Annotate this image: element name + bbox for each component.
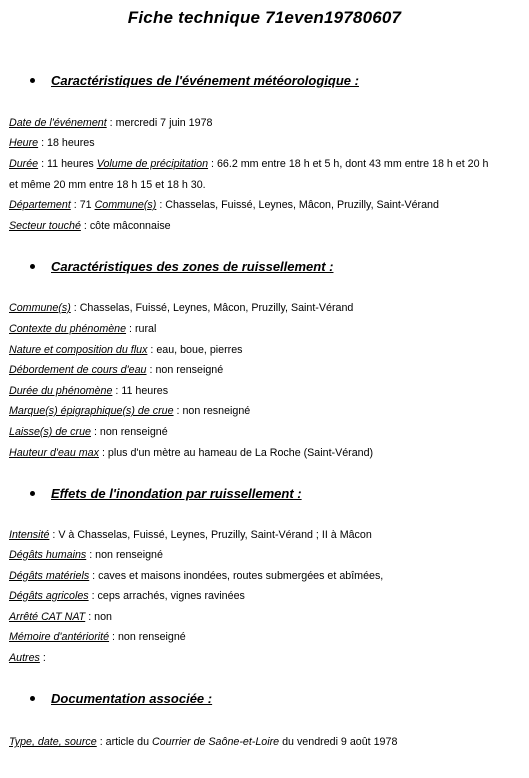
section-heading-evenement: Caractéristiques de l'événement météorologique : (30, 73, 359, 88)
row-degats-humains: Dégâts humains : non renseigné (9, 549, 163, 561)
bullet-icon (30, 78, 35, 83)
section-heading-zones: Caractéristiques des zones de ruissellement : (30, 259, 334, 274)
row-arrete: Arrêté CAT NAT : non (9, 611, 112, 623)
row-type-source: Type, date, source : article du Courrier de Saône-et-Loire du vendredi 9 août 1978 (9, 736, 398, 748)
row-heure: Heure : 18 heures (9, 137, 95, 149)
row-date: Date de l'événement : mercredi 7 juin 1978 (9, 117, 213, 129)
row-autres: Autres : (9, 652, 46, 664)
row-intensite: Intensité : V à Chasselas, Fuissé, Leynes, Pruzilly, Saint-Vérand ; II à Mâcon (9, 529, 372, 541)
row-nature: Nature et composition du flux : eau, boue, pierres (9, 344, 243, 356)
row-secteur: Secteur touché : côte mâconnaise (9, 220, 171, 232)
page-title: Fiche technique 71even19780607 (127, 8, 402, 27)
row-duree: Durée : 11 heures Volume de précipitation : 66.2 mm entre 18 h et 5 h, dont 43 mm entre 18 h et 20 h (9, 158, 489, 170)
section-heading-documentation: Documentation associée : (30, 691, 212, 706)
row-departement: Département : 71 Commune(s) : Chasselas, Fuissé, Leynes, Mâcon, Pruzilly, Saint-Vérand (9, 199, 439, 211)
row-communes: Commune(s) : Chasselas, Fuissé, Leynes, Mâcon, Pruzilly, Saint-Vérand (9, 302, 354, 314)
row-contexte: Contexte du phénomène : rural (9, 323, 157, 335)
row-memoire: Mémoire d'antériorité : non renseigné (9, 631, 186, 643)
row-degats-agricoles: Dégâts agricoles : ceps arrachés, vignes ravinées (9, 590, 245, 602)
row-duree-cont: et même 20 mm entre 18 h 15 et 18 h 30. (9, 179, 206, 191)
row-degats-materiels: Dégâts matériels : caves et maisons inondées, routes submergées et abîmées, (9, 570, 384, 582)
row-marques: Marque(s) épigraphique(s) de crue : non resneigné (9, 405, 251, 417)
row-laisses: Laisse(s) de crue : non renseigné (9, 426, 168, 438)
row-hauteur: Hauteur d'eau max : plus d'un mètre au hameau de La Roche (Saint-Vérand) (9, 447, 374, 459)
row-duree-phenomene: Durée du phénomène : 11 heures (9, 385, 169, 397)
bullet-icon (30, 264, 35, 269)
bullet-icon (30, 491, 35, 496)
bullet-icon (30, 696, 35, 701)
section-heading-effets: Effets de l'inondation par ruissellement : (30, 486, 302, 501)
row-debordement: Débordement de cours d'eau : non renseigné (9, 364, 224, 376)
